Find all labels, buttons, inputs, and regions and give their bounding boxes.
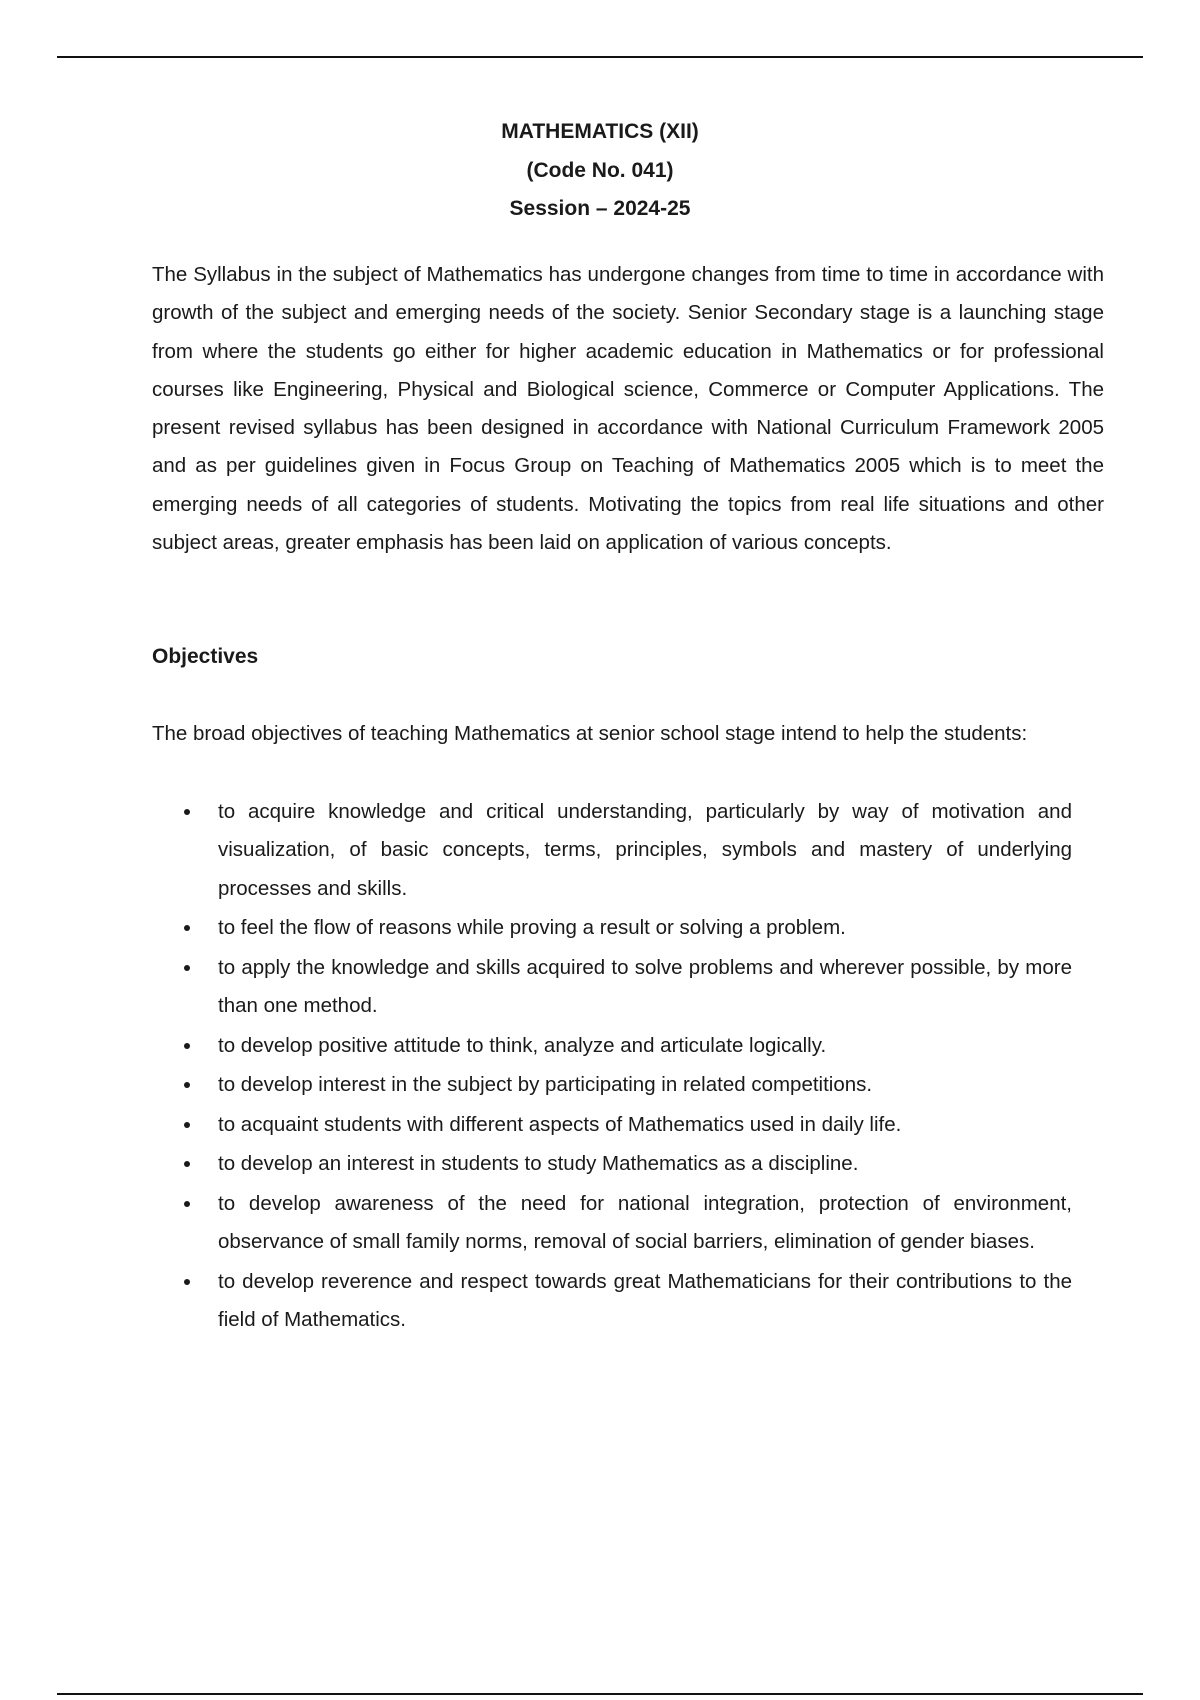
bottom-rule [57, 1693, 1143, 1695]
bullet-icon [184, 1082, 190, 1088]
session-label: Session – 2024-25 [509, 197, 691, 220]
list-item-text: to acquire knowledge and critical understanding, particularly by way of motivation and visualization, of basic concepts, terms, principles, symbols and mastery of underlying processes and skills. [218, 800, 1072, 900]
document-header [0, 113, 1200, 229]
document-title: MATHEMATICS (XII) [501, 120, 699, 143]
objectives-heading: Objectives [152, 645, 259, 668]
list-item-text: to develop awareness of the need for national integration, protection of environment, observance of small family norms, removal of social barriers, elimination of gender biases. [218, 1192, 1072, 1254]
list-item-text: to develop reverence and respect towards great Mathematicians for their contributions to the field of Mathematics. [218, 1269, 1072, 1332]
list-item [152, 1185, 1072, 1262]
bullet-icon [184, 925, 190, 931]
intro-section [152, 256, 1104, 562]
list-item-text: to develop interest in the subject by participating in related competitions. [218, 1073, 873, 1097]
list-item-text: to develop an interest in students to study Mathematics as a discipline. [218, 1152, 859, 1176]
list-item [152, 1027, 1072, 1065]
bullet-icon [184, 1122, 190, 1128]
list-item-text: to feel the flow of reasons while proving a result or solving a problem. [218, 916, 846, 940]
list-item [152, 1145, 1072, 1183]
list-item [152, 1106, 1072, 1144]
list-item-text: to acquaint students with different aspects of Mathematics used in daily life. [218, 1112, 902, 1136]
intro-paragraph: The Syllabus in the subject of Mathematics has undergone changes from time to time in accordance with growth of the subject and emerging needs of the society. Senior Secondary stage is a launching stage from where the students go either for higher academic education in Mathematics or for professional courses like Engineering, Physical and Biological science, Commerce or Computer Applications. The present revised syllabus has been designed in accordance with National Curriculum Framework 2005 and as per guidelines given in Focus Group on Teaching of Mathematics 2005 which is to meet the emerging needs of all categories of students. Motivating the topics from real life situations and other subject areas, greater emphasis has been laid on application of various concepts. [152, 263, 1104, 555]
list-item [152, 909, 1072, 947]
list-item [152, 793, 1072, 908]
top-rule [57, 56, 1143, 58]
bullet-icon [184, 1201, 190, 1207]
objectives-list [152, 793, 1072, 1341]
list-item [152, 949, 1072, 1026]
bullet-icon [184, 809, 190, 815]
bullet-icon [184, 1043, 190, 1049]
list-item-text: to develop positive attitude to think, analyze and articulate logically. [218, 1033, 827, 1057]
course-code: (Code No. 041) [526, 158, 674, 182]
list-item-text: to apply the knowledge and skills acquired to solve problems and wherever possible, by more than one method. [218, 955, 1072, 1018]
bullet-icon [184, 1279, 190, 1285]
bullet-icon [184, 965, 190, 971]
list-item [152, 1263, 1072, 1340]
bullet-icon [184, 1161, 190, 1167]
objectives-lead: The broad objectives of teaching Mathematics at senior school stage intend to help the students: [152, 722, 1028, 745]
list-item [152, 1066, 1072, 1104]
